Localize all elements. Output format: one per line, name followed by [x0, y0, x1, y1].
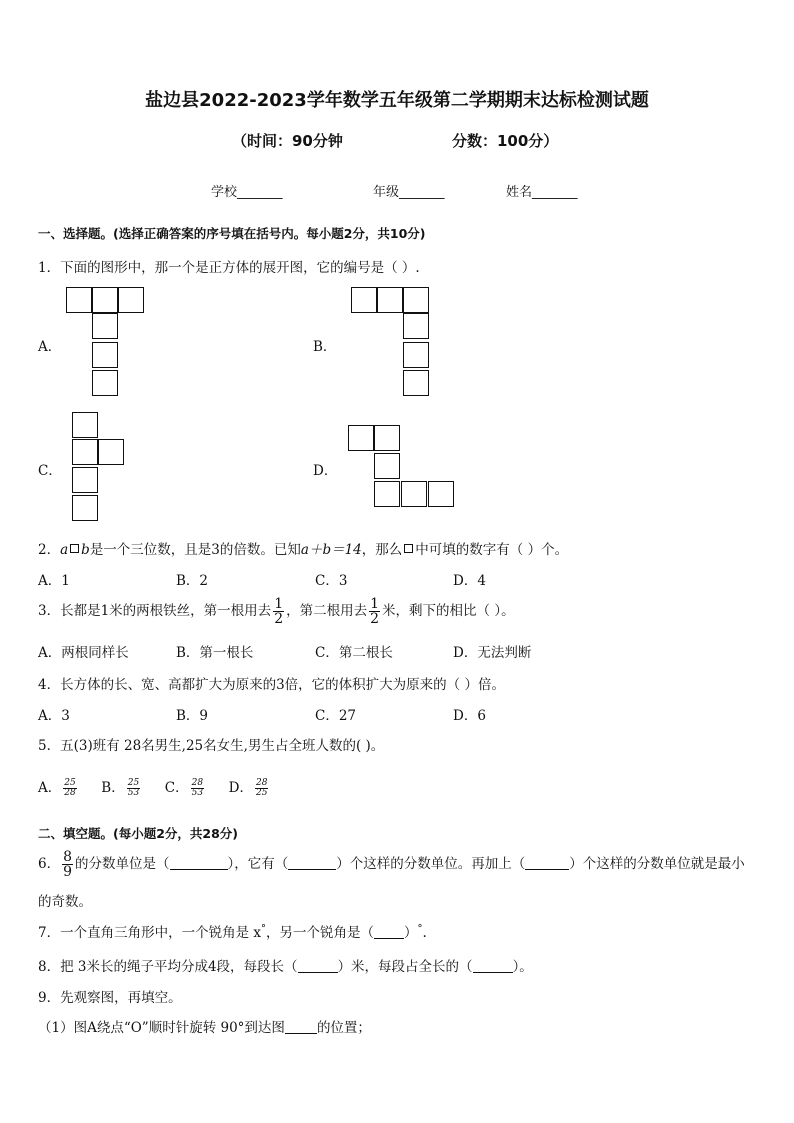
- answer-blank[interactable]: [525, 855, 569, 870]
- q1-label-a: A．: [38, 339, 62, 355]
- q5-options: [38, 776, 270, 798]
- var-b: b: [81, 542, 90, 558]
- answer-blank[interactable]: [298, 958, 338, 973]
- section-heading-choice: 一、选择题。(选择正确答案的序号填在括号内。每小题2分，共10分): [38, 226, 426, 241]
- cube-net-d: [348, 425, 456, 509]
- question-5: 5．五(3)班有 28名男生,25名女生,男生占全班人数的( )。: [38, 738, 385, 754]
- cube-net-b: [351, 287, 431, 399]
- question-7: 7．一个直角三角形中，一个锐角是 x°，另一个锐角是（ ）°.: [38, 923, 427, 941]
- question-9: 9．先观察图，再填空。: [38, 990, 182, 1006]
- exam-score: 分数：100分）: [452, 132, 559, 150]
- q1-label-c: C．: [38, 463, 62, 479]
- answer-blank[interactable]: [288, 855, 336, 870]
- q4-option-d: D．6: [453, 708, 486, 724]
- q5-label-a: A．: [38, 780, 62, 796]
- q4-option-b: B．9: [176, 708, 209, 724]
- exam-time: （时间：90分钟: [232, 132, 343, 150]
- q3-option-d: D．无法判断: [453, 645, 532, 661]
- q5-label-c: C．: [164, 780, 189, 796]
- var-a: a: [60, 542, 69, 558]
- q5-fraction-c: $\frac{28}{53}$: [191, 778, 204, 798]
- blank-box-icon: [404, 544, 413, 553]
- question-9-part-1: （1）图A绕点“O”顺时针旋转 90°到达图 的位置；: [38, 1020, 371, 1036]
- q3-option-c: C．第二根长: [315, 645, 393, 661]
- question-6-line2: 的奇数。: [38, 894, 92, 910]
- q5-fraction-a: $\frac{25}{28}$: [64, 778, 76, 798]
- school-field: 学校_______: [211, 185, 283, 200]
- answer-blank[interactable]: [170, 855, 228, 870]
- question-3: 3．长都是1米的两根铁丝，第一根用去 $\frac{1}{2}$ ，第二根用去 $\frac{1}{2}$ 米，剩下的相比（ ）。: [38, 596, 515, 627]
- q5-label-d: D．: [228, 780, 253, 796]
- q2-option-c: C．3: [315, 573, 348, 589]
- name-field: 姓名_______: [506, 185, 578, 200]
- question-4: 4．长方体的长、宽、高都扩大为原来的3倍，它的体积扩大为原来的（ ）倍。: [38, 677, 505, 693]
- page-title: 盐边县2022-2023学年数学五年级第二学期期末达标检测试题: [145, 90, 649, 111]
- q2-option-d: D．4: [453, 573, 486, 589]
- fraction: $\frac{1}{2}$: [370, 596, 380, 627]
- q1-label-b: B．: [313, 339, 337, 355]
- answer-blank[interactable]: [374, 924, 404, 939]
- q1-label-d: D．: [313, 463, 338, 479]
- answer-blank[interactable]: [473, 958, 513, 973]
- cube-net-c: [72, 412, 126, 524]
- q4-option-a: A．3: [38, 708, 70, 724]
- q3-option-a: A．两根同样长: [38, 645, 129, 661]
- answer-blank[interactable]: [285, 1019, 317, 1034]
- question-1: 1．下面的图形中，那一个是正方体的展开图，它的编号是（ ）.: [38, 260, 420, 276]
- question-2: 2．a b是一个三位数，且是3的倍数。已知a＋b＝14，那么 中可填的数字有（ ）个。: [38, 542, 569, 558]
- q4-option-c: C．27: [315, 708, 357, 724]
- section-heading-fill: 二、填空题。(每小题2分，共28分): [38, 826, 239, 841]
- blank-box-icon: [70, 544, 79, 553]
- fraction: $\frac{8}{9}$: [63, 849, 73, 880]
- fraction: $\frac{1}{2}$: [274, 596, 284, 627]
- grade-field: 年级_______: [373, 185, 445, 200]
- cube-net-a: [66, 287, 146, 399]
- equation: a＋b＝14: [300, 542, 362, 558]
- q5-fraction-d: $\frac{28}{25}$: [255, 778, 268, 798]
- q2-option-b: B．2: [176, 573, 209, 589]
- q5-fraction-b: $\frac{25}{53}$: [127, 778, 140, 798]
- question-6: 6． $\frac{8}{9}$ 的分数单位是（ ），它有（ ）个这样的分数单位。再加上（ ）个这样的分数单位就是最小: [38, 849, 745, 880]
- question-8: 8．把 3米长的绳子平均分成4段，每段长（ ）米，每段占全长的（ ）。: [38, 959, 533, 975]
- q5-label-b: B．: [101, 780, 125, 796]
- q2-option-a: A．1: [38, 573, 70, 589]
- q3-option-b: B．第一根长: [176, 645, 254, 661]
